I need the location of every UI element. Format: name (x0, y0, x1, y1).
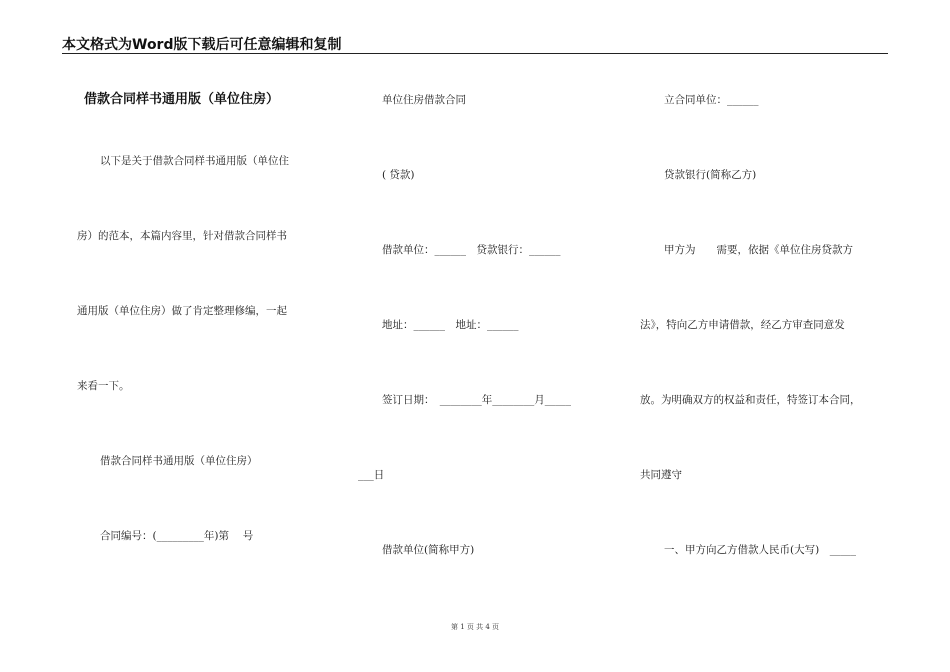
borrower-party-a-line: 借款单位(简称甲方) (382, 544, 475, 556)
clause-line-3: 放。为明确双方的权益和责任，特签订本合同， (640, 394, 861, 406)
clause-line-1: 甲方为 需要，依据《单位住房贷款方 (664, 244, 853, 256)
signing-date-line: 签订日期： ________年________月_____ (382, 394, 571, 406)
address-line: 地址：______ 地址：______ (382, 319, 519, 331)
page-number-footer: 第 1 页 共 4 页 (450, 623, 500, 631)
contract-subtitle: 借款合同样书通用版（单位住房） (100, 455, 258, 467)
intro-line-1: 以下是关于借款合同样书通用版（单位住 (100, 155, 289, 167)
contracting-party-line: 立合同单位：______ (664, 94, 759, 106)
column-middle (340, 0, 630, 672)
document-header: 本文格式为Word版下载后可任意编辑和复制 (62, 37, 342, 53)
clause-line-2: 法》，特向乙方申请借款，经乙方审查同意发 (640, 319, 845, 331)
borrower-bank-line: 借款单位：______ 贷款银行：______ (382, 244, 561, 256)
loan-type-line: ( 贷款) (382, 169, 415, 181)
signing-date-day-line: ___日 (358, 469, 385, 481)
column-left (0, 0, 330, 672)
contract-heading: 单位住房借款合同 (382, 94, 466, 106)
contract-number-line: 合同编号：(_________年)第 号 (100, 530, 254, 542)
column-right (630, 0, 900, 672)
article-one-line: 一、甲方向乙方借款人民币(大写) _____ (664, 544, 856, 556)
intro-line-4: 来看一下。 (77, 380, 130, 392)
lender-party-b-line: 贷款银行(简称乙方) (664, 169, 757, 181)
clause-line-4: 共同遵守 (640, 469, 682, 481)
intro-line-2: 房）的范本，本篇内容里，针对借款合同样书 (77, 230, 287, 242)
intro-line-3: 通用版（单位住房）做了肯定整理修编，一起 (77, 305, 287, 317)
document-title: 借款合同样书通用版（单位住房） (84, 92, 280, 107)
